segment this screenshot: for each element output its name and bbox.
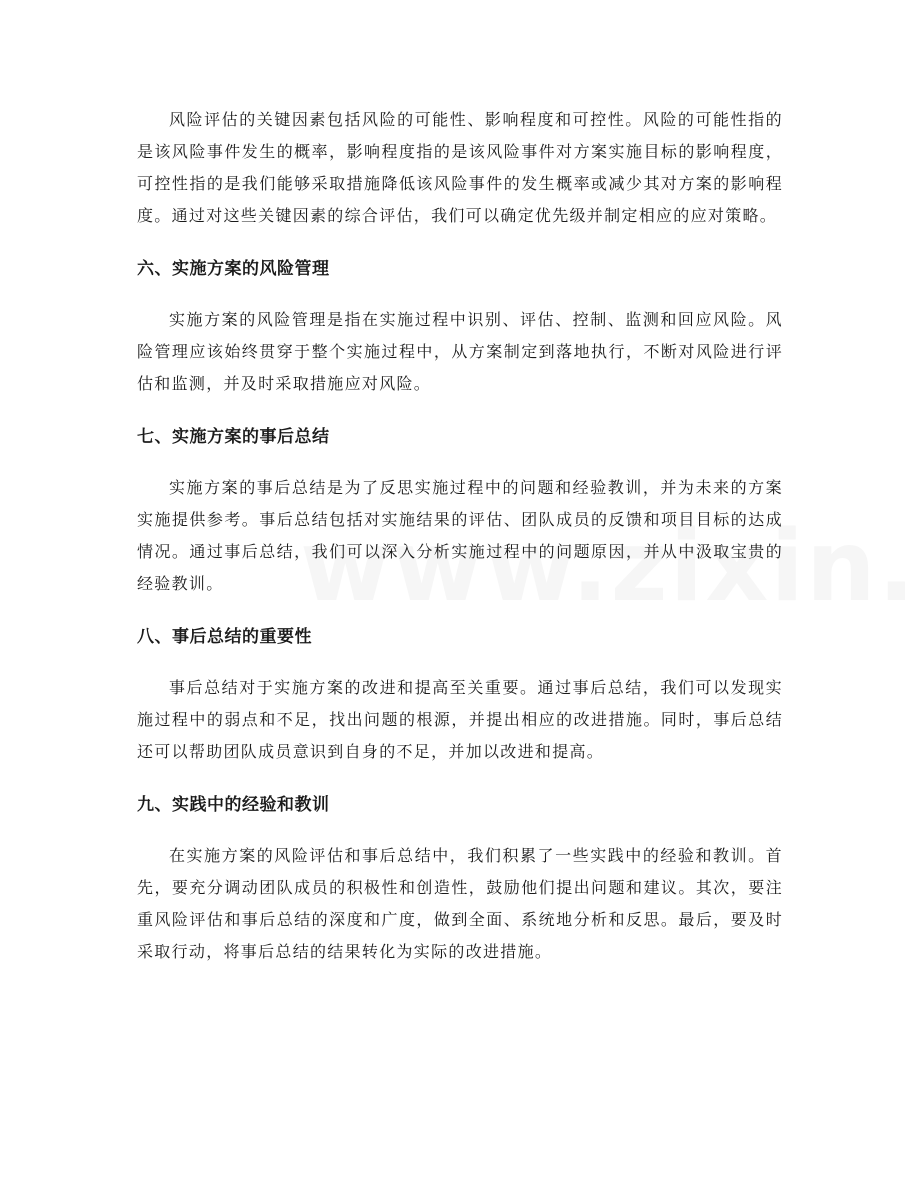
section-7 — [137, 424, 783, 600]
section-paragraph: 事后总结对于实施方案的改进和提高至关重要。通过事后总结，我们可以发现实施过程中的弱点和不足，找出问题的根源，并提出相应的改进措施。同时，事后总结还可以帮助团队成员意识到自身的不足，并加以改进和提高。 — [137, 678, 783, 761]
section-9 — [137, 792, 783, 968]
section-heading: 九、实践中的经验和教训 — [137, 795, 330, 815]
document-body — [137, 104, 783, 968]
section-6 — [137, 256, 783, 400]
section-heading: 八、事后总结的重要性 — [137, 627, 312, 647]
section-paragraph: 实施方案的事后总结是为了反思实施过程中的问题和经验教训，并为未来的方案实施提供参考。事后总结包括对实施结果的评估、团队成员的反馈和项目目标的达成情况。通过事后总结，我们可以深入分析实施过程中的问题原因，并从中汲取宝贵的经验教训。 — [137, 478, 783, 593]
section-8 — [137, 624, 783, 768]
section-heading: 六、实施方案的风险管理 — [137, 259, 330, 279]
intro-paragraph: 风险评估的关键因素包括风险的可能性、影响程度和可控性。风险的可能性指的是该风险事件发生的概率，影响程度指的是该风险事件对方案实施目标的影响程度，可控性指的是我们能够采取措施降低该风险事件的发生概率或减少其对方案的影响程度。通过对这些关键因素的综合评估，我们可以确定优先级并制定相应的应对策略。 — [137, 110, 783, 225]
section-paragraph: 实施方案的风险管理是指在实施过程中识别、评估、控制、监测和回应风险。风险管理应该始终贯穿于整个实施过程中，从方案制定到落地执行，不断对风险进行评估和监测，并及时采取措施应对风险。 — [137, 310, 783, 393]
section-heading: 七、实施方案的事后总结 — [137, 427, 330, 447]
section-paragraph: 在实施方案的风险评估和事后总结中，我们积累了一些实践中的经验和教训。首先，要充分调动团队成员的积极性和创造性，鼓励他们提出问题和建议。其次，要注重风险评估和事后总结的深度和广度，做到全面、系统地分析和反思。最后，要及时采取行动，将事后总结的结果转化为实际的改进措施。 — [137, 846, 783, 961]
